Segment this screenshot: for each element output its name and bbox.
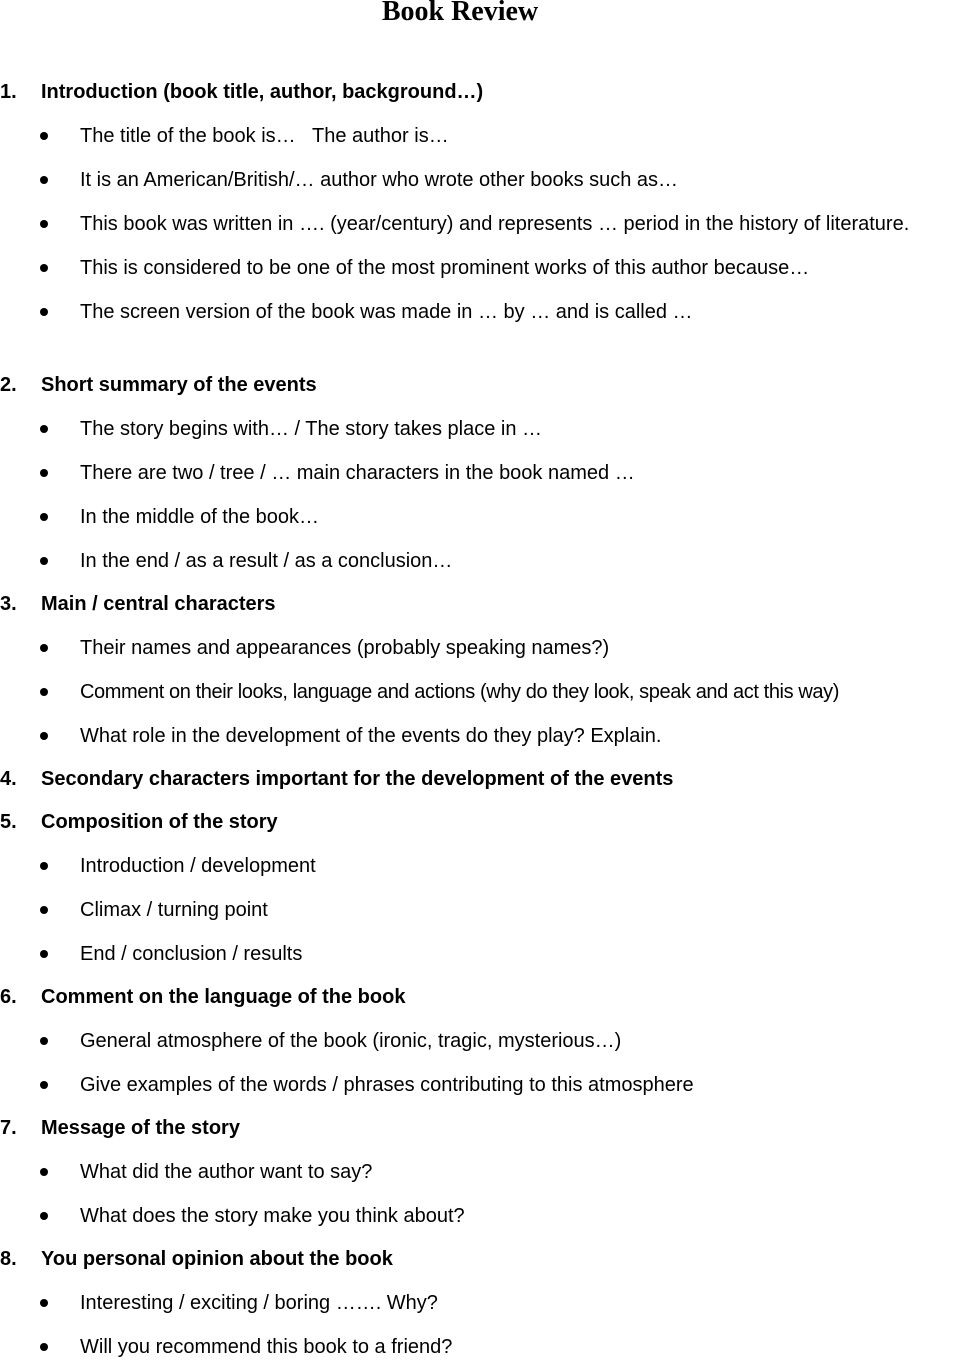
list-item: Give examples of the words / phrases contributing to this atmosphere [0, 1070, 960, 1100]
list-item: Introduction / development [0, 851, 960, 881]
section-heading [0, 982, 960, 1012]
bullet-icon [40, 688, 48, 696]
section-number: 3. [0, 593, 17, 615]
section-title: Introduction (book title, author, background…) [41, 81, 484, 103]
section-main-characters [0, 589, 960, 751]
section-title: You personal opinion about the book [41, 1248, 393, 1270]
bullet-list [0, 633, 960, 751]
list-item: End / conclusion / results [0, 939, 960, 969]
list-item: In the end / as a result / as a conclusion… [0, 546, 960, 576]
list-item: General atmosphere of the book (ironic, tragic, mysterious…) [0, 1026, 960, 1056]
section-number: 8. [0, 1248, 17, 1270]
section-message [0, 1113, 960, 1231]
bullet-icon [40, 132, 48, 140]
section-title: Comment on the language of the book [41, 986, 406, 1008]
section-language [0, 982, 960, 1100]
bullet-icon [40, 906, 48, 914]
section-number: 6. [0, 986, 17, 1008]
list-item: It is an American/British/… author who wrote other books such as… [0, 165, 960, 195]
section-summary [0, 370, 960, 576]
list-item: There are two / tree / … main characters in the book named … [0, 458, 960, 488]
bullet-icon [40, 176, 48, 184]
section-heading [0, 589, 960, 619]
bullet-icon [40, 469, 48, 477]
section-secondary-characters [0, 764, 960, 794]
bullet-icon [40, 1081, 48, 1089]
list-item: Will you recommend this book to a friend? [0, 1332, 960, 1362]
list-item: In the middle of the book… [0, 502, 960, 532]
bullet-icon [40, 513, 48, 521]
list-item: Comment on their looks, language and actions (why do they look, speak and act this way) [0, 677, 960, 707]
section-introduction [0, 77, 960, 327]
bullet-list [0, 1157, 960, 1231]
section-title: Secondary characters important for the development of the events [41, 768, 674, 790]
bullet-icon [40, 557, 48, 565]
section-number: 7. [0, 1117, 17, 1139]
section-number: 4. [0, 768, 17, 790]
list-item: What role in the development of the events do they play? Explain. [0, 721, 960, 751]
section-composition [0, 807, 960, 969]
section-number: 1. [0, 81, 17, 103]
section-heading [0, 807, 960, 837]
bullet-icon [40, 425, 48, 433]
list-item: This is considered to be one of the most prominent works of this author because… [0, 253, 960, 283]
bullet-icon [40, 732, 48, 740]
section-number: 2. [0, 374, 17, 396]
bullet-list [0, 1026, 960, 1100]
section-heading [0, 370, 960, 400]
bullet-icon [40, 862, 48, 870]
bullet-icon [40, 1212, 48, 1220]
section-title: Short summary of the events [41, 374, 317, 396]
section-title: Composition of the story [41, 811, 278, 833]
bullet-icon [40, 1037, 48, 1045]
bullet-list [0, 851, 960, 969]
list-item: The title of the book is… The author is… [0, 121, 960, 151]
bullet-icon [40, 950, 48, 958]
section-heading [0, 1113, 960, 1143]
bullet-icon [40, 220, 48, 228]
list-item: What does the story make you think about? [0, 1201, 960, 1231]
section-personal-opinion [0, 1244, 960, 1362]
list-item: The story begins with… / The story takes place in … [0, 414, 960, 444]
list-item: Their names and appearances (probably speaking names?) [0, 633, 960, 663]
section-heading [0, 77, 960, 107]
section-heading [0, 764, 960, 794]
bullet-icon [40, 1299, 48, 1307]
bullet-list [0, 121, 960, 327]
list-item: Climax / turning point [0, 895, 960, 925]
list-item: This book was written in …. (year/century) and represents … period in the history of literature. [0, 209, 960, 239]
section-title: Main / central characters [41, 593, 276, 615]
bullet-icon [40, 1343, 48, 1351]
bullet-list [0, 414, 960, 576]
section-heading [0, 1244, 960, 1274]
bullet-icon [40, 308, 48, 316]
bullet-icon [40, 1168, 48, 1176]
list-item: What did the author want to say? [0, 1157, 960, 1187]
list-item: Interesting / exciting / boring ……. Why? [0, 1288, 960, 1318]
list-item: The screen version of the book was made in … by … and is called … [0, 297, 960, 327]
bullet-icon [40, 264, 48, 272]
section-title: Message of the story [41, 1117, 240, 1139]
section-number: 5. [0, 811, 17, 833]
bullet-list [0, 1288, 960, 1362]
bullet-icon [40, 644, 48, 652]
document-title: Book Review [381, 0, 539, 27]
